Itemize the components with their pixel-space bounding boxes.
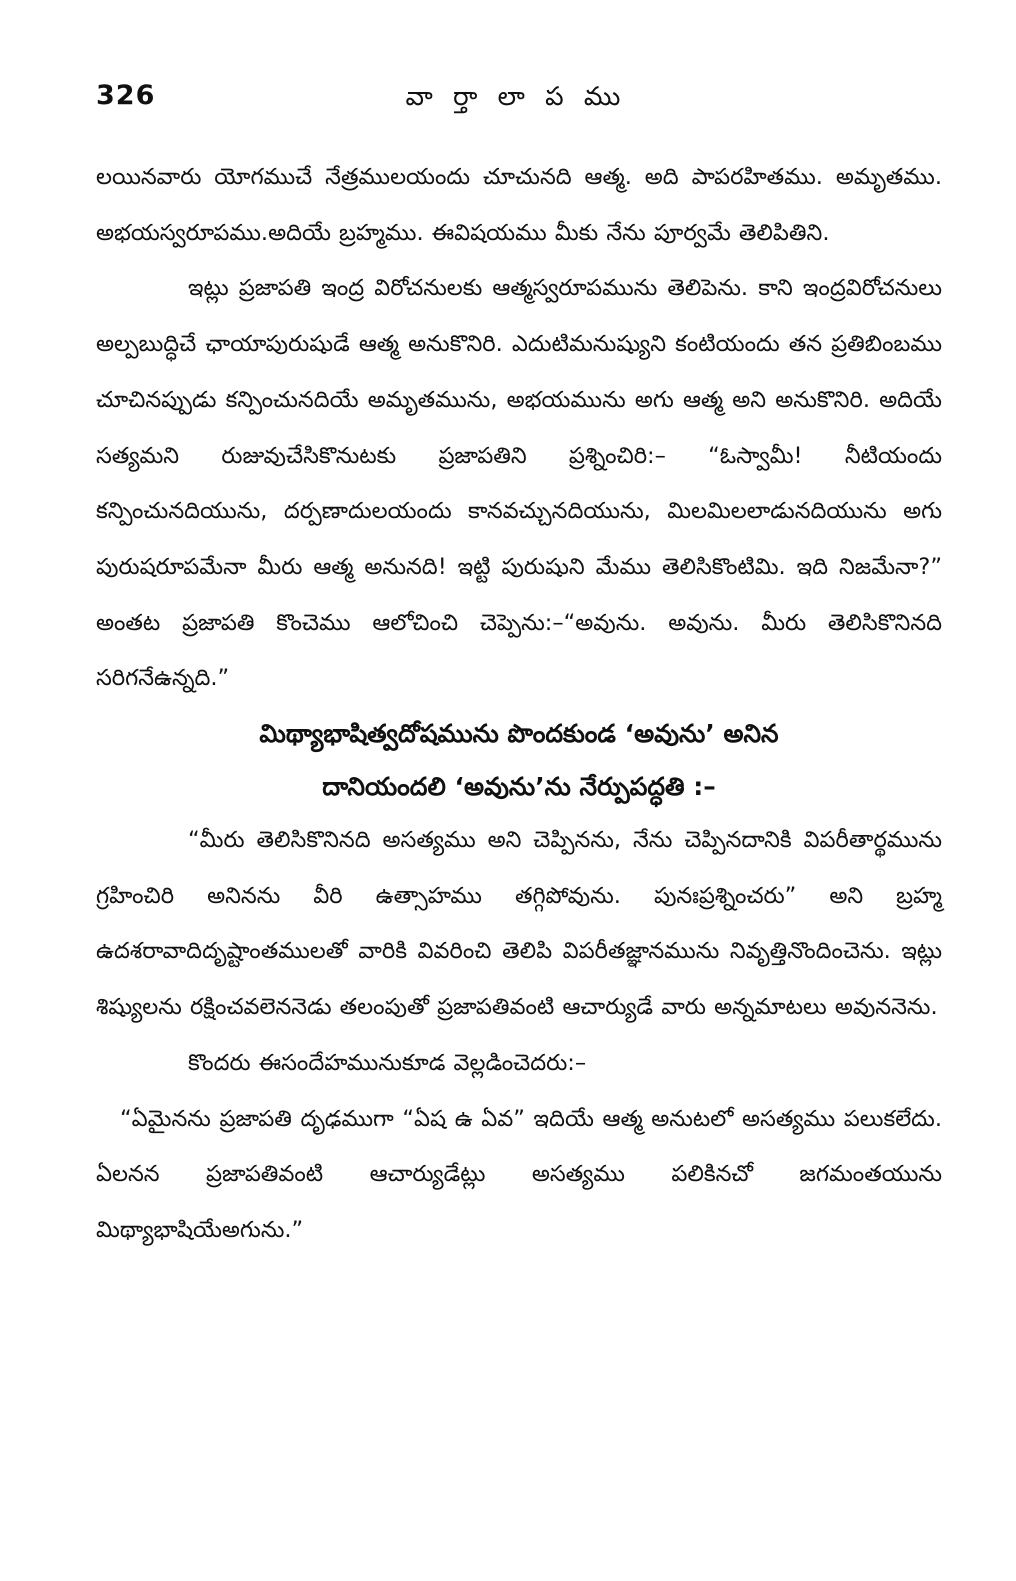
body-text bbox=[96, 150, 942, 1259]
paragraph: “ఏమైనను ప్రజాపతి దృఢముగా “ఏష ఉ ఏవ” ఇదియే ఆత్మ అనుటలో అసత్యము పలుకలేదు. ఏలనన ప్రజాపతివంటి ఆచార్యుడేట్లు అసత్యము పలికినచో జగమంతయును మిథ్యాభాషియేఅగును.” bbox=[96, 1105, 942, 1243]
paragraph: ఇట్లు ప్రజాపతి ఇంద్ర విరోచనులకు ఆత్మస్వరూపమును తెలిపెను. కాని ఇంద్రవిరోచనులు అల్పబుద్ధిచే ఛాయాపురుషుడే ఆత్మ అనుకొనిరి. ఎదుటిమనుష్యుని కంటియందు తన ప్రతిబింబము చూచినప్పుడు కన్పించునదియే అమృతమును, అభయమును అగు ఆత్మ అని అనుకొనిరి. అదియే సత్యమని రుజువుచేసికొనుటకు ప్రజాపతిని ప్రశ్నించిరి:– “ఓస్వామీ! నీటియందు కన్పించునదియును, దర్పణాదులయందు కానవచ్చునదియును, మిలమిలలాడునదియును అగు పురుషరూపమేనా మీరు ఆత్మ అనునది! ఇట్టి పురుషుని మేము తెలిసికొంటిమి. ఇది నిజమేనా?” అంతట ప్రజాపతి కొంచెము ఆలోచించి చెప్పెను:–“అవును. అవును. మీరు తెలిసికొనినది సరిగనేఉన్నది.” bbox=[96, 275, 942, 692]
page-number: 326 bbox=[96, 80, 156, 111]
paragraph: లయినవారు యోగముచే నేత్రములయందు చూచునది ఆత్మ. అది పాపరహితము. అమృతము. అభయస్వరూపము.అదియే బ్రహ్మము. ఈవిషయము మీకు నేను పూర్వమే తెలిపితిని. bbox=[96, 164, 942, 246]
paragraph: “మీరు తెలిసికొనినది అసత్యము అని చెప్పినను, నేను చెప్పినదానికి విపరీతార్థమును గ్రహించిరి అనినను వీరి ఉత్సాహము తగ్గిపోవును. పునఃప్రశ్నించరు” అని బ్రహ్మ ఉదశరావాదిదృష్టాంతములతో వారికి వివరించి తెలిపి విపరీతజ్ఞానమును నివృత్తినొందించెను. ఇట్లు శిష్యులను రక్షించవలెననెడు తలంపుతో ప్రజాపతివంటి ఆచార్యుడే వారు అన్నమాటలు అవుననెను. bbox=[96, 827, 942, 1021]
paragraph: కొందరు ఈసందేహమునుకూడ వెల్లడించెదరు:– bbox=[188, 1049, 587, 1076]
running-title: వా ర్తా లా ప ము bbox=[405, 82, 627, 112]
page-header bbox=[96, 80, 936, 130]
section-heading-line: మిథ్యాభాషిత్వదోషమును పొందకుండ ‘అవును’ అనిన bbox=[259, 719, 779, 749]
section-heading-line: దానియందలి ‘అవును’ను నేర్పుపద్ధతి :– bbox=[322, 772, 716, 802]
section-heading bbox=[96, 707, 942, 813]
